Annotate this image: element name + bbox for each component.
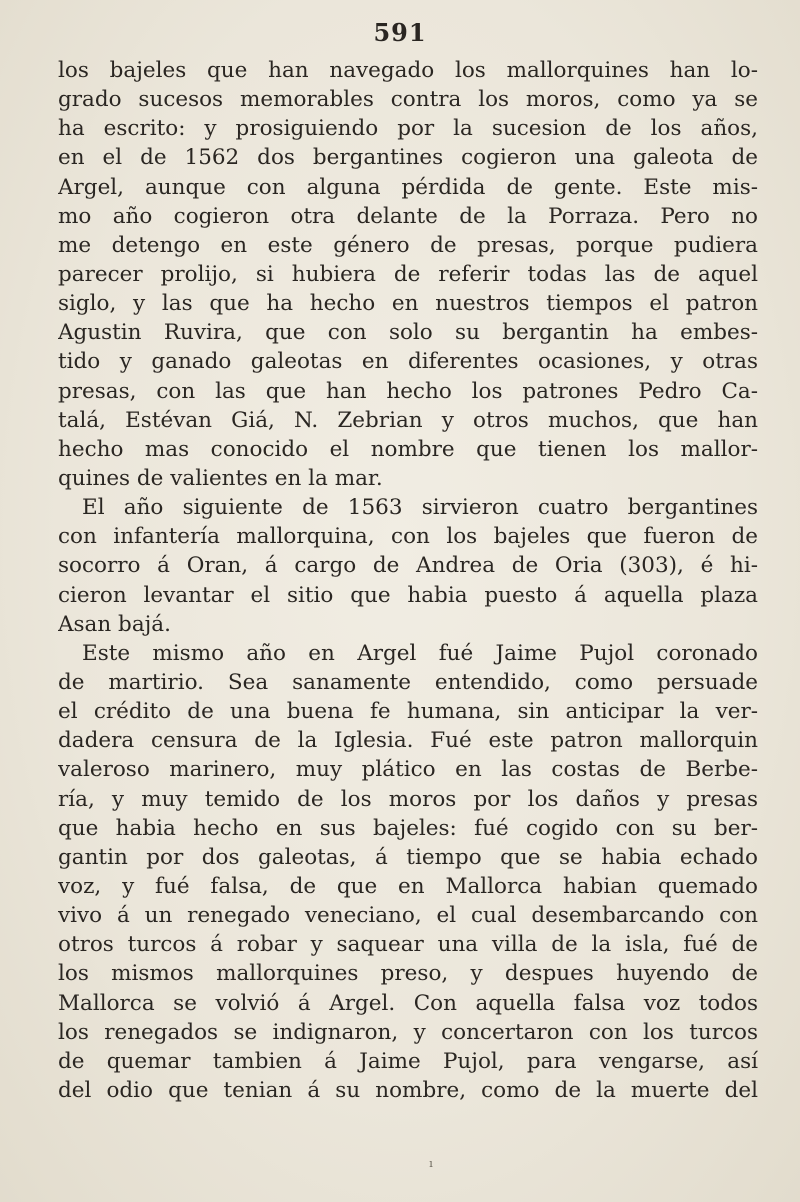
text-line: Este mismo año en Argel fué Jaime Pujol coronado: [82, 640, 758, 666]
text-line: gantin por dos galeotas, á tiempo que se habia echado: [58, 844, 758, 870]
text-line: presas, con las que han hecho los patrones Pedro Ca-: [58, 378, 758, 404]
text-line: Mallorca se volvió á Argel. Con aquella falsa voz todos: [58, 990, 758, 1016]
text-line: de martirio. Sea sanamente entendido, como persuade: [58, 669, 758, 695]
text-line: siglo, y las que ha hecho en nuestros tiempos el patron: [58, 291, 758, 317]
text-line: ha escrito: y prosiguiendo por la sucesion de los años,: [58, 116, 758, 142]
footer-mark: ı: [429, 1157, 433, 1170]
text-line: con infantería mallorquina, con los bajeles que fueron de: [58, 524, 758, 550]
page-number: 591: [373, 18, 427, 47]
text-line: Asan bajá.: [58, 611, 171, 637]
text-line: mo año cogieron otra delante de la Porraza. Pero no: [58, 203, 758, 229]
text-line: Agustin Ruvira, que con solo su bergantin ha embes-: [58, 320, 758, 346]
text-line: voz, y fué falsa, de que en Mallorca habian quemado: [58, 873, 758, 899]
text-line: valeroso marinero, muy plático en las costas de Berbe-: [58, 757, 758, 783]
text-line: otros turcos á robar y saquear una villa de la isla, fué de: [58, 932, 758, 958]
text-line: los renegados se indignaron, y concertaron con los turcos: [58, 1019, 758, 1045]
text-line: los mismos mallorquines preso, y despues huyendo de: [58, 961, 758, 987]
text-line: me detengo en este género de presas, porque pudiera: [58, 232, 758, 258]
text-line: grado sucesos memorables contra los moros, como ya se: [58, 87, 758, 113]
text-line: Argel, aunque con alguna pérdida de gente. Este mis-: [58, 174, 758, 200]
text-line: El año siguiente de 1563 sirvieron cuatro bergantines: [82, 495, 758, 521]
text-line: cieron levantar el sitio que habia puesto á aquella plaza: [58, 582, 758, 608]
text-line: dadera censura de la Iglesia. Fué este patron mallorquin: [58, 728, 758, 754]
text-line: quines de valientes en la mar.: [58, 465, 383, 491]
text-line: parecer prolijo, si hubiera de referir todas las de aquel: [58, 261, 758, 287]
text-line: en el de 1562 dos bergantines cogieron una galeota de: [58, 145, 758, 171]
text-line: el crédito de una buena fe humana, sin anticipar la ver-: [58, 699, 758, 725]
text-line: del odio que tenian á su nombre, como de la muerte del: [58, 1077, 758, 1103]
text-line: los bajeles que han navegado los mallorquines han lo-: [58, 58, 758, 83]
text-line: socorro á Oran, á cargo de Andrea de Oria (303), é hi-: [58, 553, 758, 579]
body-text: [58, 56, 758, 1105]
text-line: vivo á un renegado veneciano, el cual desembarcando con: [58, 903, 758, 929]
text-line: talá, Estévan Giá, N. Zebrian y otros muchos, que han: [58, 407, 758, 433]
text-line: ría, y muy temido de los moros por los daños y presas: [58, 786, 758, 812]
text-line: que habia hecho en sus bajeles: fué cogido con su ber-: [58, 815, 758, 841]
text-line: de quemar tambien á Jaime Pujol, para vengarse, así: [58, 1048, 758, 1074]
text-line: tido y ganado galeotas en diferentes ocasiones, y otras: [58, 349, 758, 375]
text-line: hecho mas conocido el nombre que tienen los mallor-: [58, 436, 758, 462]
